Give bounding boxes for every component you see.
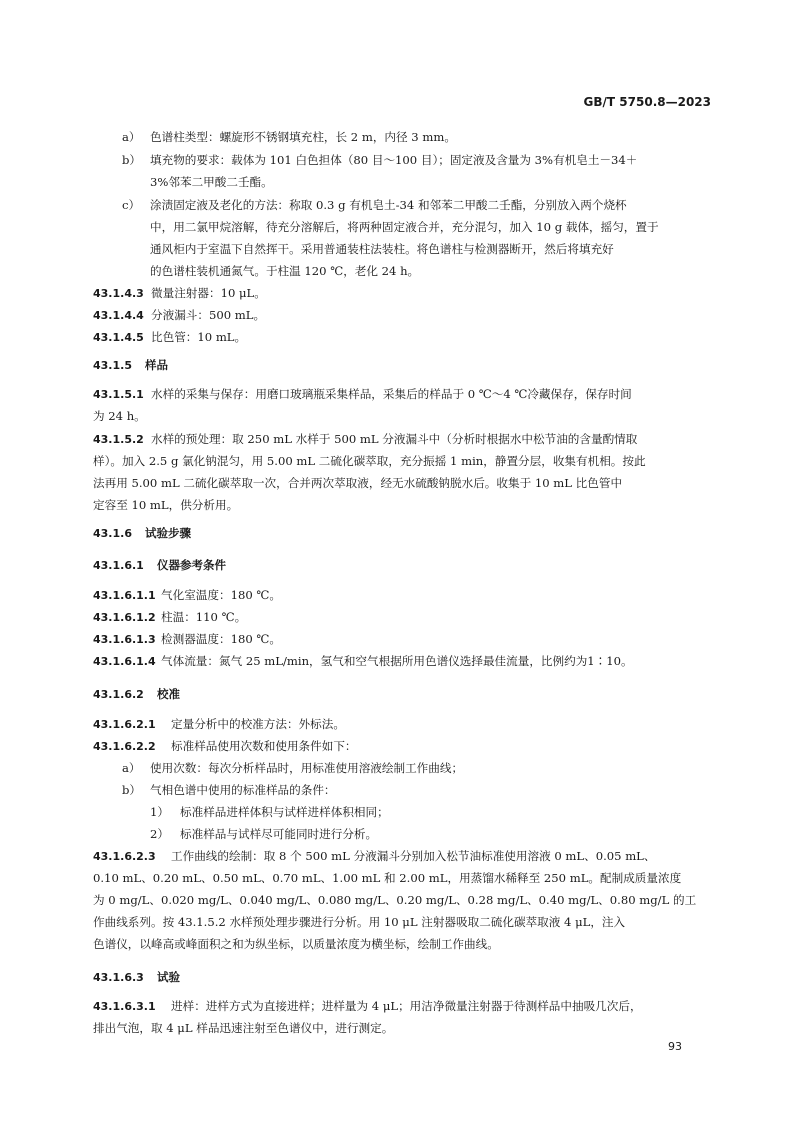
section-number: 43.1.6 (93, 527, 132, 540)
list-label-b: b） (122, 153, 142, 167)
clause-43-1-6-2-1 (93, 716, 345, 733)
clause-number: 43.1.4.5 (93, 331, 144, 344)
clause-number: 43.1.6.1.4 (93, 655, 156, 668)
section-heading-43-1-6 (93, 525, 191, 542)
clause-43-1-5-2-line4: 定容至 10 mL，供分析用。 (93, 498, 239, 512)
list-item-b: 气相色谱中使用的标准样品的条件： (150, 783, 336, 797)
clause-text: 分液漏斗：500 mL。 (151, 308, 266, 322)
clause-text: 水样的采集与保存：用磨口玻璃瓶采集样品，采集后的样品于 0 ℃～4 ℃冷藏保存，保存时间 (151, 387, 632, 401)
section-title: 样品 (145, 358, 168, 372)
sublist-item-2: 标准样品与试样尽可能同时进行分析。 (180, 827, 378, 841)
clause-number: 43.1.5.2 (93, 433, 144, 446)
clause-43-1-6-1-4 (93, 653, 633, 670)
clause-43-1-4-4 (93, 307, 265, 324)
sublist-label-1: 1） (150, 805, 169, 819)
clause-43-1-6-2-3-line3: 为 0 mg/L、0.020 mg/L、0.040 mg/L、0.080 mg/L、0.20 mg/L、0.28 mg/L、0.40 mg/L、0.80 mg/L 的工 (93, 893, 697, 907)
section-number: 43.1.6.1 (93, 559, 144, 572)
clause-text: 检测器温度：180 ℃。 (161, 632, 281, 646)
list-item-a: 使用次数：每次分析样品时，用标准使用溶液绘制工作曲线； (150, 761, 464, 775)
section-title: 试验 (157, 970, 180, 984)
list-item-c-line2: 中，用二氯甲烷溶解，待充分溶解后，将两种固定液合并，充分混匀，加入 10 g 载体，摇匀，置于 (150, 220, 659, 234)
clause-43-1-4-3 (93, 285, 266, 302)
standard-number: GB/T 5750.8—2023 (583, 95, 711, 109)
clause-number: 43.1.6.3.1 (93, 1000, 156, 1013)
clause-number: 43.1.4.3 (93, 287, 144, 300)
clause-number: 43.1.6.1.2 (93, 611, 156, 624)
clause-43-1-6-2-3-line4: 作曲线系列。按 43.1.5.2 水样预处理步骤进行分析。用 10 μL 注射器吸取二硫化碳萃取液 4 μL，注入 (93, 915, 626, 929)
clause-text: 比色管：10 mL。 (151, 330, 247, 344)
list-item-c-line1: 涂渍固定液及老化的方法：称取 0.3 g 有机皂土-34 和邻苯二甲酸二壬酯，分别放入两个烧杯 (150, 198, 627, 212)
clause-number: 43.1.5.1 (93, 388, 144, 401)
clause-43-1-6-3-1 (93, 998, 642, 1015)
section-heading-43-1-6-1 (93, 557, 226, 574)
list-item-b-line1: 填充物的要求：载体为 101 白色担体（80 目～100 目）；固定液及含量为 3%有机皂土－34＋ (150, 153, 638, 167)
clause-text: 进样：进样方式为直接进样；进样量为 4 μL；用洁净微量注射器于待测样品中抽吸几次后， (171, 999, 642, 1013)
clause-text: 柱温：110 ℃。 (161, 610, 247, 624)
clause-43-1-5-1 (93, 386, 632, 403)
section-heading-43-1-6-2 (93, 686, 180, 703)
clause-number: 43.1.6.1.1 (93, 589, 156, 602)
page-number: 93 (668, 1040, 682, 1053)
clause-43-1-6-2-3 (93, 848, 655, 865)
clause-43-1-6-1-1 (93, 587, 281, 604)
section-title: 仪器参考条件 (157, 558, 226, 572)
section-heading-43-1-5 (93, 357, 168, 374)
section-heading-43-1-6-3 (93, 969, 180, 986)
clause-43-1-4-5 (93, 329, 246, 346)
section-title: 校准 (157, 687, 180, 701)
clause-number: 43.1.6.2.1 (93, 718, 156, 731)
clause-text: 微量注射器：10 μL。 (151, 286, 266, 300)
clause-43-1-5-2-line3: 法再用 5.00 mL 二硫化碳萃取一次，合并两次萃取液，经无水硫酸钠脱水后。收集于 10 mL 比色管中 (93, 476, 623, 490)
sublist-item-1: 标准样品进样体积与试样进样体积相同； (180, 805, 389, 819)
clause-43-1-6-2-2 (93, 738, 357, 755)
clause-43-1-6-2-3-line2: 0.10 mL、0.20 mL、0.50 mL、0.70 mL、1.00 mL 和 2.00 mL，用蒸馏水稀释至 250 mL。配制成质量浓度 (93, 871, 682, 885)
list-item-c-line4: 的色谱柱装机通氮气。于柱温 120 ℃，老化 24 h。 (150, 264, 420, 278)
list-label-b: b） (122, 783, 142, 797)
section-title: 试验步骤 (145, 526, 191, 540)
list-label-a: a） (122, 761, 141, 775)
section-number: 43.1.6.2 (93, 688, 144, 701)
clause-43-1-5-2-line2: 样）。加入 2.5 g 氯化钠混匀，用 5.00 mL 二硫化碳萃取，充分振摇 1 min，静置分层，收集有机相。按此 (93, 454, 646, 468)
section-number: 43.1.6.3 (93, 971, 144, 984)
list-item-c-line3: 通风柜内于室温下自然挥干。采用普通装柱法装柱。将色谱柱与检测器断开，然后将填充好 (150, 242, 614, 256)
clause-43-1-6-1-2 (93, 609, 246, 626)
clause-text: 水样的预处理：取 250 mL 水样于 500 mL 分液漏斗中（分析时根据水中松节油的含量酌情取 (151, 432, 638, 446)
clause-43-1-6-2-3-line5: 色谱仪，以峰高或峰面积之和为纵坐标，以质量浓度为横坐标，绘制工作曲线。 (93, 937, 499, 951)
list-item-b-line2: 3%邻苯二甲酸二壬酯。 (150, 175, 273, 189)
section-number: 43.1.5 (93, 359, 132, 372)
sublist-label-2: 2） (150, 827, 169, 841)
clause-text: 定量分析中的校准方法：外标法。 (171, 717, 345, 731)
list-label-a: a） (122, 130, 141, 144)
clause-number: 43.1.6.2.3 (93, 850, 156, 863)
clause-text: 标准样品使用次数和使用条件如下： (171, 739, 357, 753)
clause-text: 气化室温度：180 ℃。 (161, 588, 281, 602)
clause-43-1-5-2 (93, 431, 637, 448)
clause-number: 43.1.6.2.2 (93, 740, 156, 753)
list-item-a: 色谱柱类型：螺旋形不锈钢填充柱，长 2 m，内径 3 mm。 (150, 130, 456, 144)
clause-number: 43.1.6.1.3 (93, 633, 156, 646)
clause-43-1-6-3-1-line2: 排出气泡，取 4 μL 样品迅速注射至色谱仪中，进行测定。 (93, 1021, 394, 1035)
clause-text: 工作曲线的绘制：取 8 个 500 mL 分液漏斗分别加入松节油标准使用溶液 0 mL、0.05 mL、 (171, 849, 656, 863)
clause-text: 气体流量：氮气 25 mL/min，氢气和空气根据所用色谱仪选择最佳流量，比例约为1∶10。 (161, 654, 633, 668)
list-label-c: c） (122, 198, 141, 212)
clause-43-1-5-1-cont: 为 24 h。 (93, 409, 146, 423)
clause-number: 43.1.4.4 (93, 309, 144, 322)
clause-43-1-6-1-3 (93, 631, 281, 648)
